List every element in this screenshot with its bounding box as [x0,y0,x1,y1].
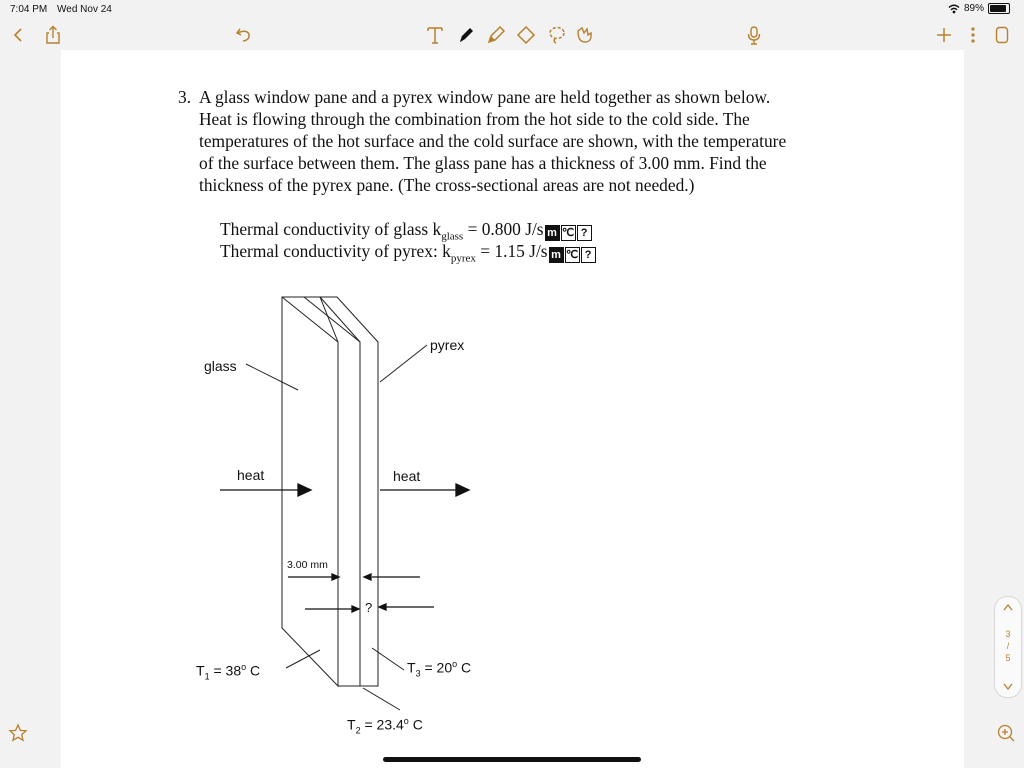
t2-label: $T_2 = 23.4^o$ C [347,716,423,736]
glass-leader [246,364,298,390]
problem-line: temperatures of the hot surface and the cold surface are shown, with the temperature [199,131,787,151]
glass-thickness-label: 3.00 mm [287,559,328,571]
problem-number: 3. [178,87,192,107]
dim-arrow-pyrex-left-head [352,606,359,612]
unknown-glyph: ? [577,225,592,241]
t3-label: $T_3 = 20^o$ C [407,659,472,679]
pyrex-label: pyrex [430,337,465,353]
t1-leader [286,650,320,668]
problem-line: of the surface between them. The glass pane has a thickness of 3.00 mm. Find the [199,153,767,173]
t2-leader [363,688,400,710]
pyrex-leader [380,345,427,382]
problem-line: Heat is flowing through the combination from the hot side to the cold side. The [199,109,750,129]
dim-arrow-pyrex-right-head [379,604,386,610]
glass-pane [282,297,338,686]
heat-label-right: heat [393,468,421,484]
battery-percent: 89% [963,3,984,14]
t1-label: $T_1 = 38^o$ C [196,662,261,682]
dim-arrow-glass-right-head [364,574,371,580]
status-date: Wed Nov 24 [57,4,112,15]
page-separator: / [1006,641,1010,651]
favorite-star-icon[interactable] [7,722,29,744]
heat-label-left: heat [237,467,265,483]
glass-conductivity-label: Thermal conductivity of glass k [220,219,442,239]
missing-glyph-icon: ℃ [561,227,575,239]
problem-line: A glass window pane and a pyrex window pane are held together as shown below. [199,87,771,107]
pyrex-top-edge [304,297,360,342]
status-time: 7:04 PM [10,4,48,15]
pyrex-thickness-unknown: ? [365,600,373,615]
glass-conductivity-value: = 0.800 J/s [467,219,544,239]
current-page: 3 [1005,629,1011,639]
page-up-icon[interactable] [1003,603,1013,611]
problem-line: thickness of the pyrex pane. (The cross-sectional areas are not needed.) [199,175,695,195]
unknown-glyph: ? [581,247,596,263]
total-pages: 5 [1005,653,1011,663]
pyrex-pane [320,297,378,686]
home-indicator [383,757,641,762]
t3-leader [372,648,404,670]
heat-arrow-right-head [456,484,469,496]
missing-glyph-icon: m [545,225,560,241]
page-navigator[interactable] [994,596,1022,698]
page-down-icon[interactable] [1003,683,1013,691]
glass-subscript: glass [441,230,464,243]
pyrex-conductivity-value: = 1.15 J/s [480,241,548,261]
missing-glyph-icon: m [549,247,564,263]
missing-glyph-icon: ℃ [565,249,579,261]
zoom-in-icon[interactable] [995,722,1017,744]
glass-top-edge [282,297,338,342]
heat-arrow-left-head [298,484,311,496]
pyrex-subscript: pyrex [450,252,476,265]
glass-label: glass [204,358,237,374]
pyrex-conductivity-label: Thermal conductivity of pyrex: k [220,241,451,261]
